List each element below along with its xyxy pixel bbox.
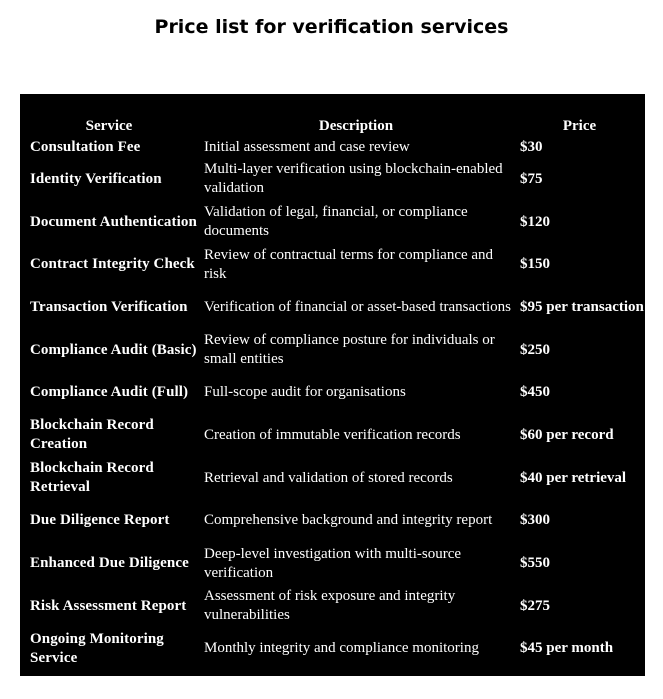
description-cell: Verification of financial or asset-based transactions [204, 298, 511, 315]
table-row [20, 158, 645, 201]
description-cell: Deep-level investigation with multi-source verification [204, 545, 462, 581]
description-cell: Creation of immutable verification records [204, 426, 461, 443]
description-cell: Validation of legal, financial, or compliance documents [204, 204, 468, 240]
price-cell: $60 per record [520, 426, 614, 443]
price-table-panel [20, 94, 645, 676]
price-table [20, 115, 645, 670]
table-row [20, 414, 645, 457]
service-cell: Blockchain Record Creation [30, 417, 154, 453]
service-cell: Consultation Fee [30, 139, 141, 155]
table-row [20, 371, 645, 414]
service-cell: Contract Integrity Check [30, 256, 195, 273]
price-cell: $550 [520, 555, 550, 572]
table-row [20, 137, 645, 158]
description-cell: Review of contractual terms for compliance and risk [204, 246, 494, 282]
table-row [20, 500, 645, 543]
price-cell: $150 [520, 256, 550, 273]
table-row [20, 329, 645, 372]
service-cell: Identity Verification [30, 170, 162, 187]
column-header-service: Service [85, 117, 133, 134]
table-top-bar [20, 94, 645, 115]
column-header-price: Price [562, 117, 597, 134]
description-cell: Retrieval and validation of stored records [204, 469, 453, 486]
price-cell: $75 [520, 170, 543, 187]
table-row [20, 542, 645, 585]
description-cell: Assessment of risk exposure and integrity vulnerabilities [204, 588, 456, 624]
service-cell: Enhanced Due Diligence [30, 555, 189, 572]
price-cell: $45 per month [520, 640, 614, 657]
description-cell: Initial assessment and case review [204, 139, 410, 155]
service-cell: Blockchain Record Retrieval [30, 460, 154, 496]
service-cell: Compliance Audit (Full) [30, 384, 189, 401]
price-cell: $40 per retrieval [520, 469, 627, 486]
description-cell: Review of compliance posture for individuals or small entities [204, 332, 495, 368]
table-row [20, 243, 645, 286]
price-cell: $30 [520, 139, 543, 155]
description-cell: Multi-layer verification using blockchain-enabled validation [204, 161, 503, 197]
service-cell: Ongoing Monitoring Service [30, 630, 164, 666]
table-row [20, 201, 645, 244]
price-cell: $275 [520, 597, 550, 614]
description-cell: Comprehensive background and integrity report [204, 512, 493, 529]
table-row [20, 286, 645, 329]
price-cell: $95 per transaction [520, 298, 644, 315]
service-cell: Compliance Audit (Basic) [30, 341, 197, 358]
table-row [20, 628, 645, 671]
service-cell: Risk Assessment Report [30, 597, 187, 614]
description-cell: Full-scope audit for organisations [204, 384, 406, 401]
price-cell: $250 [520, 341, 550, 358]
table-row [20, 585, 645, 628]
page-title: Price list for verification services [154, 16, 509, 38]
description-cell: Monthly integrity and compliance monitoring [204, 640, 479, 657]
service-cell: Transaction Verification [30, 298, 188, 315]
table-header-row [20, 115, 645, 137]
service-cell: Due Diligence Report [30, 512, 170, 529]
table-row [20, 457, 645, 500]
price-cell: $120 [520, 213, 550, 230]
column-header-description: Description [318, 117, 394, 134]
price-cell: $450 [520, 384, 550, 401]
price-cell: $300 [520, 512, 550, 529]
service-cell: Document Authentication [30, 213, 197, 230]
